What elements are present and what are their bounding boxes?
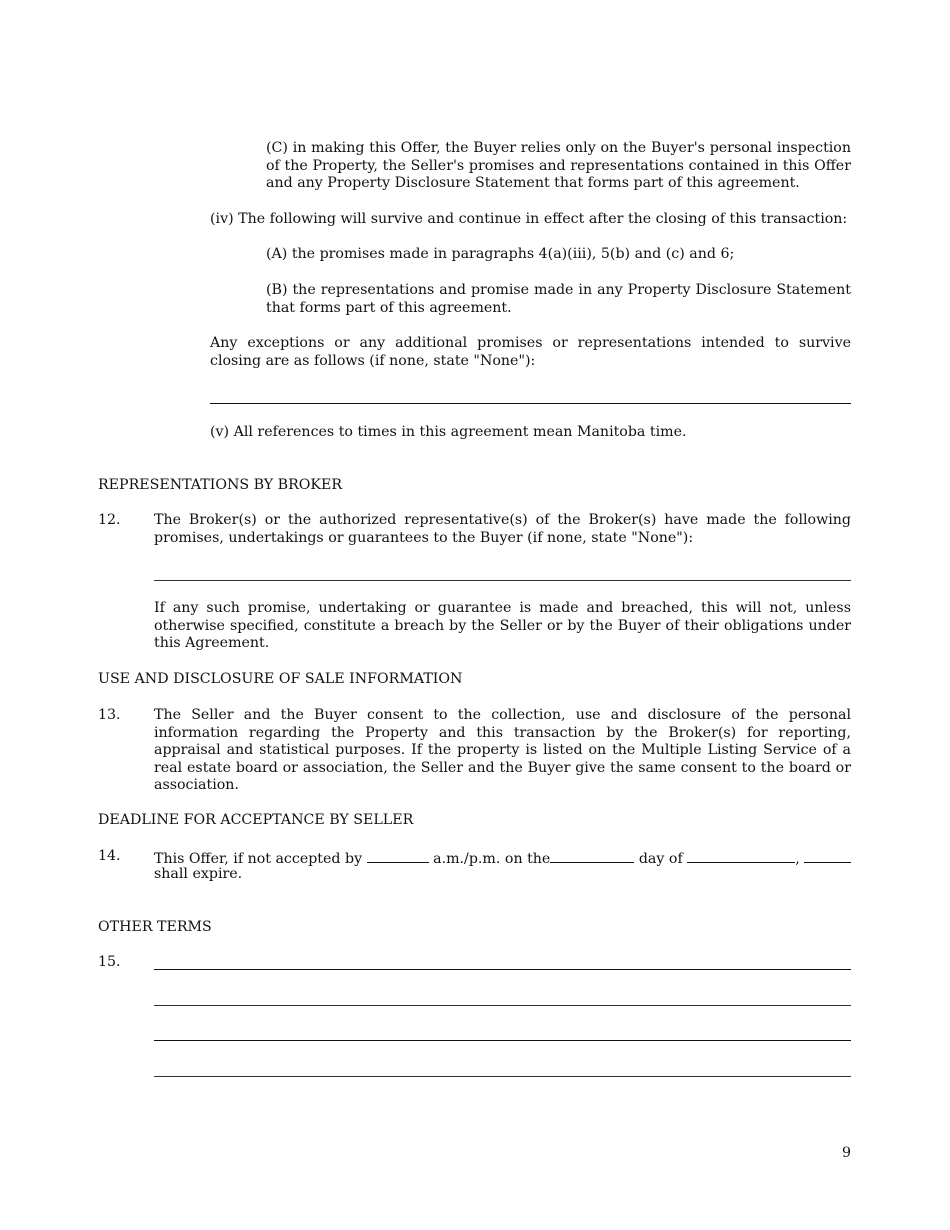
section-14-text-end: shall expire. (154, 866, 243, 882)
deadline-comma: , (795, 851, 800, 867)
heading-deadline: DEADLINE FOR ACCEPTANCE BY SELLER (98, 812, 414, 828)
heading-disclosure: USE AND DISCLOSURE OF SALE INFORMATION (98, 671, 463, 687)
section-12-number: 12. (98, 512, 121, 528)
section-14-number: 14. (98, 848, 121, 864)
exceptions-entry-line[interactable] (210, 403, 851, 404)
section-13-text: The Seller and the Buyer consent to the collection, use and disclosure of the personal information regarding the Property and this transaction by the Broker(s) for reporting, appraisal and statistical purposes. If the property is listed on the Multiple Listing Service of a real estate board or association, the Seller and the Buyer give the same consent to the board or association. (154, 707, 851, 793)
deadline-month-field[interactable] (687, 848, 795, 863)
heading-representations: REPRESENTATIONS BY BROKER (98, 477, 343, 493)
deadline-time-field[interactable] (367, 848, 429, 863)
clause-iv-a: (A) the promises made in paragraphs 4(a)(iii), 5(b) and (c) and 6; (266, 246, 735, 262)
other-terms-line-3[interactable] (154, 1040, 851, 1041)
broker-promises-entry-line[interactable] (154, 580, 851, 581)
deadline-text-3: day of (638, 851, 683, 867)
deadline-text-1: This Offer, if not accepted by (154, 851, 363, 867)
deadline-year-field[interactable] (804, 848, 851, 863)
other-terms-line-4[interactable] (154, 1076, 851, 1077)
clause-v: (v) All references to times in this agreement mean Manitoba time. (210, 424, 687, 440)
section-13-number: 13. (98, 707, 121, 723)
other-terms-line-1[interactable] (154, 969, 851, 970)
clause-iv-exceptions: Any exceptions or any additional promises or representations intended to survive closing are as follows (if none, state "None"): (210, 335, 851, 369)
other-terms-line-2[interactable] (154, 1005, 851, 1006)
clause-iii-c: (C) in making this Offer, the Buyer relies only on the Buyer's personal inspection of the Property, the Seller's promises and representations contained in this Offer and any Property Disclosure Statement that forms part of this agreement. (266, 140, 851, 191)
deadline-text-2: a.m./p.m. on the (433, 851, 551, 867)
page-number: 9 (841, 1145, 851, 1161)
heading-other-terms: OTHER TERMS (98, 919, 212, 935)
deadline-day-field[interactable] (550, 848, 634, 863)
section-12-text: The Broker(s) or the authorized representative(s) of the Broker(s) have made the following promises, undertakings or guarantees to the Buyer (if none, state "None"): (154, 512, 851, 546)
clause-iv-b: (B) the representations and promise made in any Property Disclosure Statement that forms part of this agreement. (266, 282, 851, 316)
clause-iv-intro: (iv) The following will survive and continue in effect after the closing of this transaction: (210, 211, 848, 227)
section-15-number: 15. (98, 954, 121, 970)
section-12-note: If any such promise, undertaking or guarantee is made and breached, this will not, unless otherwise specified, constitute a breach by the Seller or by the Buyer of their obligations under this Agreement. (154, 600, 851, 651)
section-14-text (154, 848, 851, 869)
